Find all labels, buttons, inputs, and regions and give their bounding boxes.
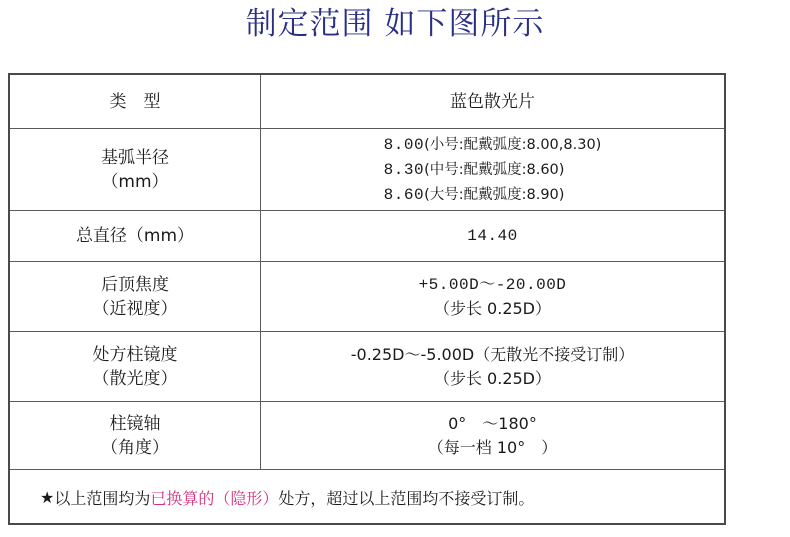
cylinder-axis-label-line1: 柱镜轴 <box>109 413 161 434</box>
page-title: 制定范围 如下图所示 <box>245 6 545 42</box>
cylinder-power-label-line2: （散光度） <box>92 368 178 389</box>
table-row-diameter <box>10 211 724 262</box>
base-curve-label-line1: 基弧半径 <box>101 147 169 168</box>
footnote <box>10 470 724 525</box>
base-curve-small-note: (小号:配戴弧度:8.00,8.30) <box>424 137 602 153</box>
table-row-cylinder-axis <box>10 402 724 470</box>
footnote-suffix: 处方，超过以上范围均不接受订制。 <box>278 489 535 508</box>
base-curve-value <box>261 129 724 210</box>
sphere-power-label-line1: 后顶焦度 <box>101 274 169 295</box>
cylinder-power-label <box>10 332 261 401</box>
table-row-footnote <box>10 470 724 525</box>
sphere-power-range: +5.00D～-20.00D <box>418 275 567 294</box>
base-curve-option-medium <box>384 157 602 182</box>
base-curve-large-value: 8.60 <box>383 186 425 204</box>
cylinder-axis-step: （每一档 10° ） <box>427 437 558 457</box>
table-row-type <box>10 75 724 129</box>
base-curve-option-small <box>384 132 602 157</box>
diameter-value-text: 14.40 <box>467 227 518 245</box>
type-label <box>10 75 261 128</box>
diameter-label-text: 总直径（mm） <box>75 226 195 246</box>
sphere-power-label-line2: （近视度） <box>92 298 178 319</box>
type-value <box>261 75 724 128</box>
diameter-value <box>261 211 724 261</box>
table-row-cylinder-power <box>10 332 724 402</box>
cylinder-axis-value <box>261 402 724 469</box>
base-curve-label <box>10 129 261 210</box>
sphere-power-value <box>261 262 724 331</box>
footnote-prefix: 以上范围均为 <box>54 489 151 508</box>
sphere-power-step: （步长 0.25D） <box>433 298 552 318</box>
cylinder-axis-label <box>10 402 261 469</box>
table-row-base-curve <box>10 129 724 211</box>
spec-table <box>8 73 726 525</box>
base-curve-medium-value: 8.30 <box>383 161 425 179</box>
cylinder-power-label-line1: 处方柱镜度 <box>92 344 178 365</box>
type-label-text: 类 型 <box>109 91 161 112</box>
diameter-label <box>10 211 261 261</box>
cylinder-axis-range: 0° ～180° <box>448 413 537 433</box>
cylinder-axis-label-line2: （角度） <box>101 437 169 458</box>
type-value-text: 蓝色散光片 <box>450 91 535 112</box>
footnote-highlight: 已换算的（隐形） <box>150 489 279 508</box>
cylinder-power-range: -0.25D～-5.00D（无散光不接受订制） <box>350 344 635 364</box>
star-icon: ★ <box>40 488 55 507</box>
base-curve-large-note: (大号:配戴弧度:8.90) <box>424 187 565 203</box>
base-curve-small-value: 8.00 <box>383 136 425 154</box>
base-curve-label-line2: （mm） <box>101 171 169 192</box>
cylinder-power-step: （步长 0.25D） <box>433 368 552 388</box>
base-curve-medium-note: (中号:配戴弧度:8.60) <box>424 162 565 178</box>
sphere-power-label <box>10 262 261 331</box>
cylinder-power-value <box>261 332 724 401</box>
table-row-sphere-power <box>10 262 724 332</box>
base-curve-option-large <box>384 182 602 207</box>
